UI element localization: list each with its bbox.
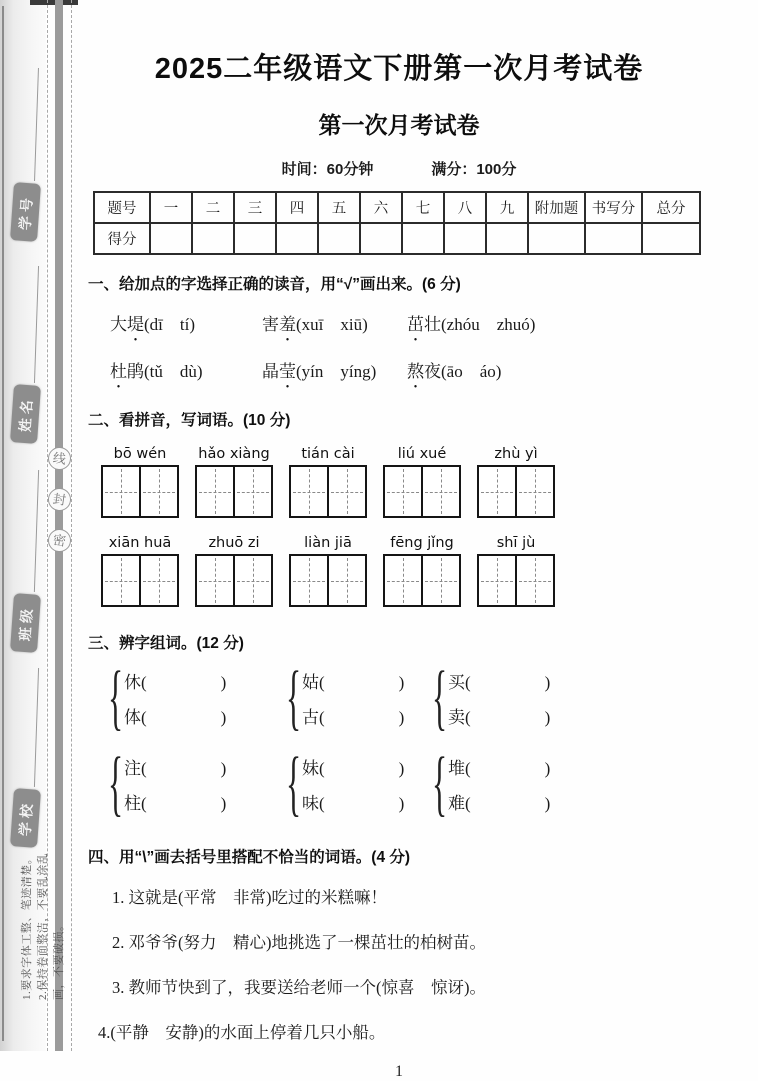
brace-glyph [108, 661, 118, 735]
pair-line: 卖( ) [448, 708, 551, 727]
brace-glyph [286, 747, 296, 821]
writing-grid[interactable] [289, 554, 367, 607]
writing-cell[interactable] [197, 467, 233, 516]
full-score-label: 满分：100分 [431, 161, 517, 178]
score-cell [360, 223, 402, 254]
writing-grid[interactable] [477, 554, 555, 607]
exam-meta [88, 158, 710, 179]
writing-grid[interactable] [289, 465, 367, 518]
paper-subtitle: 第一次月考试卷 [318, 112, 480, 138]
section3-heading: 三、辨字组词。(12 分) [88, 635, 244, 652]
pair-line: 注( ) [124, 759, 227, 778]
header-q3: 三 [234, 192, 276, 223]
section2-heading: 二、看拼音，写词语。(10 分) [88, 412, 291, 429]
brace-glyph [108, 747, 118, 821]
page-number: 1 [395, 1063, 403, 1080]
score-cell [528, 223, 585, 254]
school-badge-label: 学校 [16, 799, 35, 837]
header-q4: 四 [276, 192, 318, 223]
word-item: 熬夜(āo áo) [407, 357, 710, 382]
writing-cell[interactable] [291, 556, 327, 605]
writing-cell[interactable] [197, 556, 233, 605]
section1-row2 [88, 357, 710, 382]
header-q8: 八 [444, 192, 486, 223]
header-q6: 六 [360, 192, 402, 223]
writing-cell[interactable] [385, 556, 421, 605]
dotted-char: 莹 [279, 362, 296, 381]
char-pair [280, 663, 426, 733]
sentence-item-4: 4.(平静 安静)的水面上停着几只小船。 [98, 1023, 386, 1042]
pinyin-label: zhuō zi [208, 535, 260, 551]
class-badge-label: 班级 [16, 604, 35, 642]
pinyin-write-group [101, 535, 179, 607]
writing-cell[interactable] [327, 467, 365, 516]
sentence-item-1: 1. 这就是(平常 非常)吃过的米糕嘛！ [112, 888, 387, 907]
pinyin-write-group [383, 535, 461, 607]
school-badge [10, 788, 41, 848]
score-cell [585, 223, 642, 254]
writing-grid[interactable] [101, 554, 179, 607]
pinyin-write-group [477, 535, 555, 607]
char-pair [102, 663, 280, 733]
header-q1: 一 [150, 192, 192, 223]
score-cell [402, 223, 444, 254]
writing-cell[interactable] [233, 467, 271, 516]
pinyin-label: zhù yì [494, 446, 538, 462]
page-edge-line [2, 6, 4, 1041]
writing-grid[interactable] [195, 554, 273, 607]
brace-glyph [432, 747, 442, 821]
header-q9: 九 [486, 192, 528, 223]
name-badge [10, 384, 41, 444]
header-handwriting: 书写分 [585, 192, 642, 223]
name-badge-label: 姓名 [16, 395, 35, 433]
header-question-no: 题号 [94, 192, 150, 223]
seal-line-sidebar [0, 0, 86, 1051]
dotted-char: 茁 [407, 315, 424, 334]
header-total: 总分 [642, 192, 700, 223]
exam-paper [88, 0, 710, 1081]
writing-cell[interactable] [421, 556, 459, 605]
score-row-label: 得分 [94, 223, 150, 254]
pair-line: 味( ) [302, 794, 405, 813]
writing-cell[interactable] [385, 467, 421, 516]
student-id-badge [10, 182, 41, 242]
pair-line: 难( ) [448, 794, 551, 813]
dotted-char: 杜 [110, 362, 127, 381]
seal-char-xian: 线 [47, 446, 73, 472]
word-item: 茁壮(zhóu zhuó) [407, 310, 710, 335]
writing-grid[interactable] [477, 465, 555, 518]
dotted-char: 羞 [279, 315, 296, 334]
score-cell [150, 223, 192, 254]
word-item: 害羞(xuī xiū) [262, 310, 407, 335]
header-q5: 五 [318, 192, 360, 223]
pinyin-write-group [195, 535, 273, 607]
char-pair [280, 749, 426, 819]
score-cell [318, 223, 360, 254]
header-q2: 二 [192, 192, 234, 223]
pinyin-label: shī jù [496, 535, 536, 551]
score-table-header-row [94, 192, 700, 223]
instruction-line-2: 2.保持卷面整洁，不要乱涂乱画，不要破损。 [36, 852, 65, 1000]
score-cell [276, 223, 318, 254]
writing-cell[interactable] [103, 467, 139, 516]
section4-heading: 四、用“\”画去括号里搭配不恰当的词语。(4 分) [88, 849, 411, 866]
pinyin-label: liú xué [397, 446, 447, 462]
score-table [93, 191, 701, 255]
writing-grid[interactable] [383, 465, 461, 518]
class-badge [10, 593, 41, 653]
writing-cell[interactable] [291, 467, 327, 516]
pinyin-write-group [477, 446, 555, 518]
dotted-char: 堤 [127, 315, 144, 334]
pinyin-write-group [289, 446, 367, 518]
paper-title: 2025二年级语文下册第一次月考试卷 [154, 53, 644, 85]
writing-grid[interactable] [383, 554, 461, 607]
word-item: 大堤(dī tí) [110, 310, 262, 335]
writing-grid[interactable] [195, 465, 273, 518]
student-id-badge-label: 学号 [16, 193, 35, 231]
pinyin-write-group [289, 535, 367, 607]
exam-instructions [20, 850, 64, 1000]
section1-row1 [88, 310, 710, 335]
pair-line: 堆( ) [448, 759, 551, 778]
writing-cell[interactable] [515, 467, 553, 516]
writing-cell[interactable] [479, 467, 515, 516]
writing-cell[interactable] [479, 556, 515, 605]
section3-row1 [88, 663, 710, 733]
header-q7: 七 [402, 192, 444, 223]
seal-dashed-line [71, 0, 72, 1051]
pinyin-label: xiān huā [108, 535, 172, 551]
writing-grid[interactable] [101, 465, 179, 518]
writing-cell[interactable] [421, 467, 459, 516]
pair-line: 休( ) [124, 673, 227, 692]
char-pair [102, 749, 280, 819]
pinyin-label: hǎo xiàng [198, 446, 270, 462]
section2-row1 [88, 446, 710, 518]
time-label: 时间：60分钟 [281, 161, 374, 178]
pinyin-label: bō wén [113, 446, 167, 462]
pair-line: 买( ) [448, 673, 551, 692]
score-cell [192, 223, 234, 254]
sentence-item-3: 3. 教师节快到了，我要送给老师一个(惊喜 惊讶)。 [112, 978, 486, 997]
pair-line: 姑( ) [302, 673, 405, 692]
seal-char-mi: 密 [47, 528, 73, 554]
score-cell [642, 223, 700, 254]
writing-cell[interactable] [139, 467, 177, 516]
dotted-char: 熬 [407, 362, 424, 381]
pinyin-label: fēng jǐng [390, 535, 454, 551]
brace-glyph [286, 661, 296, 735]
word-item: 晶莹(yín yíng) [262, 357, 407, 382]
char-pair [426, 749, 710, 819]
pair-line: 柱( ) [124, 794, 227, 813]
pair-line: 体( ) [124, 708, 227, 727]
pinyin-write-group [383, 446, 461, 518]
word-item: 杜鹃(tǔ dù) [110, 357, 262, 382]
writing-cell[interactable] [139, 556, 177, 605]
pair-line: 妹( ) [302, 759, 405, 778]
section1-heading: 一、给加点的字选择正确的读音，用“√”画出来。(6 分) [88, 276, 461, 293]
writing-cell[interactable] [327, 556, 365, 605]
writing-cell[interactable] [233, 556, 271, 605]
score-cell [444, 223, 486, 254]
score-table-score-row [94, 223, 700, 254]
pinyin-label: liàn jiā [304, 535, 352, 551]
pinyin-write-group [101, 446, 179, 518]
pinyin-label: tián cài [301, 446, 355, 462]
section3-row2 [88, 749, 710, 819]
seal-char-feng: 封 [47, 487, 73, 513]
score-cell [486, 223, 528, 254]
sentence-item-2: 2. 邓爷爷(努力 精心)地挑选了一棵茁壮的柏树苗。 [112, 933, 486, 952]
instruction-line-1: 1.要求字体工整、笔迹清楚。 [21, 852, 33, 1000]
section2-row2 [88, 535, 710, 607]
pinyin-write-group [195, 446, 273, 518]
brace-glyph [432, 661, 442, 735]
writing-cell[interactable] [515, 556, 553, 605]
char-pair [426, 663, 710, 733]
score-cell [234, 223, 276, 254]
writing-cell[interactable] [103, 556, 139, 605]
header-bonus: 附加题 [528, 192, 585, 223]
pair-line: 古( ) [302, 708, 405, 727]
